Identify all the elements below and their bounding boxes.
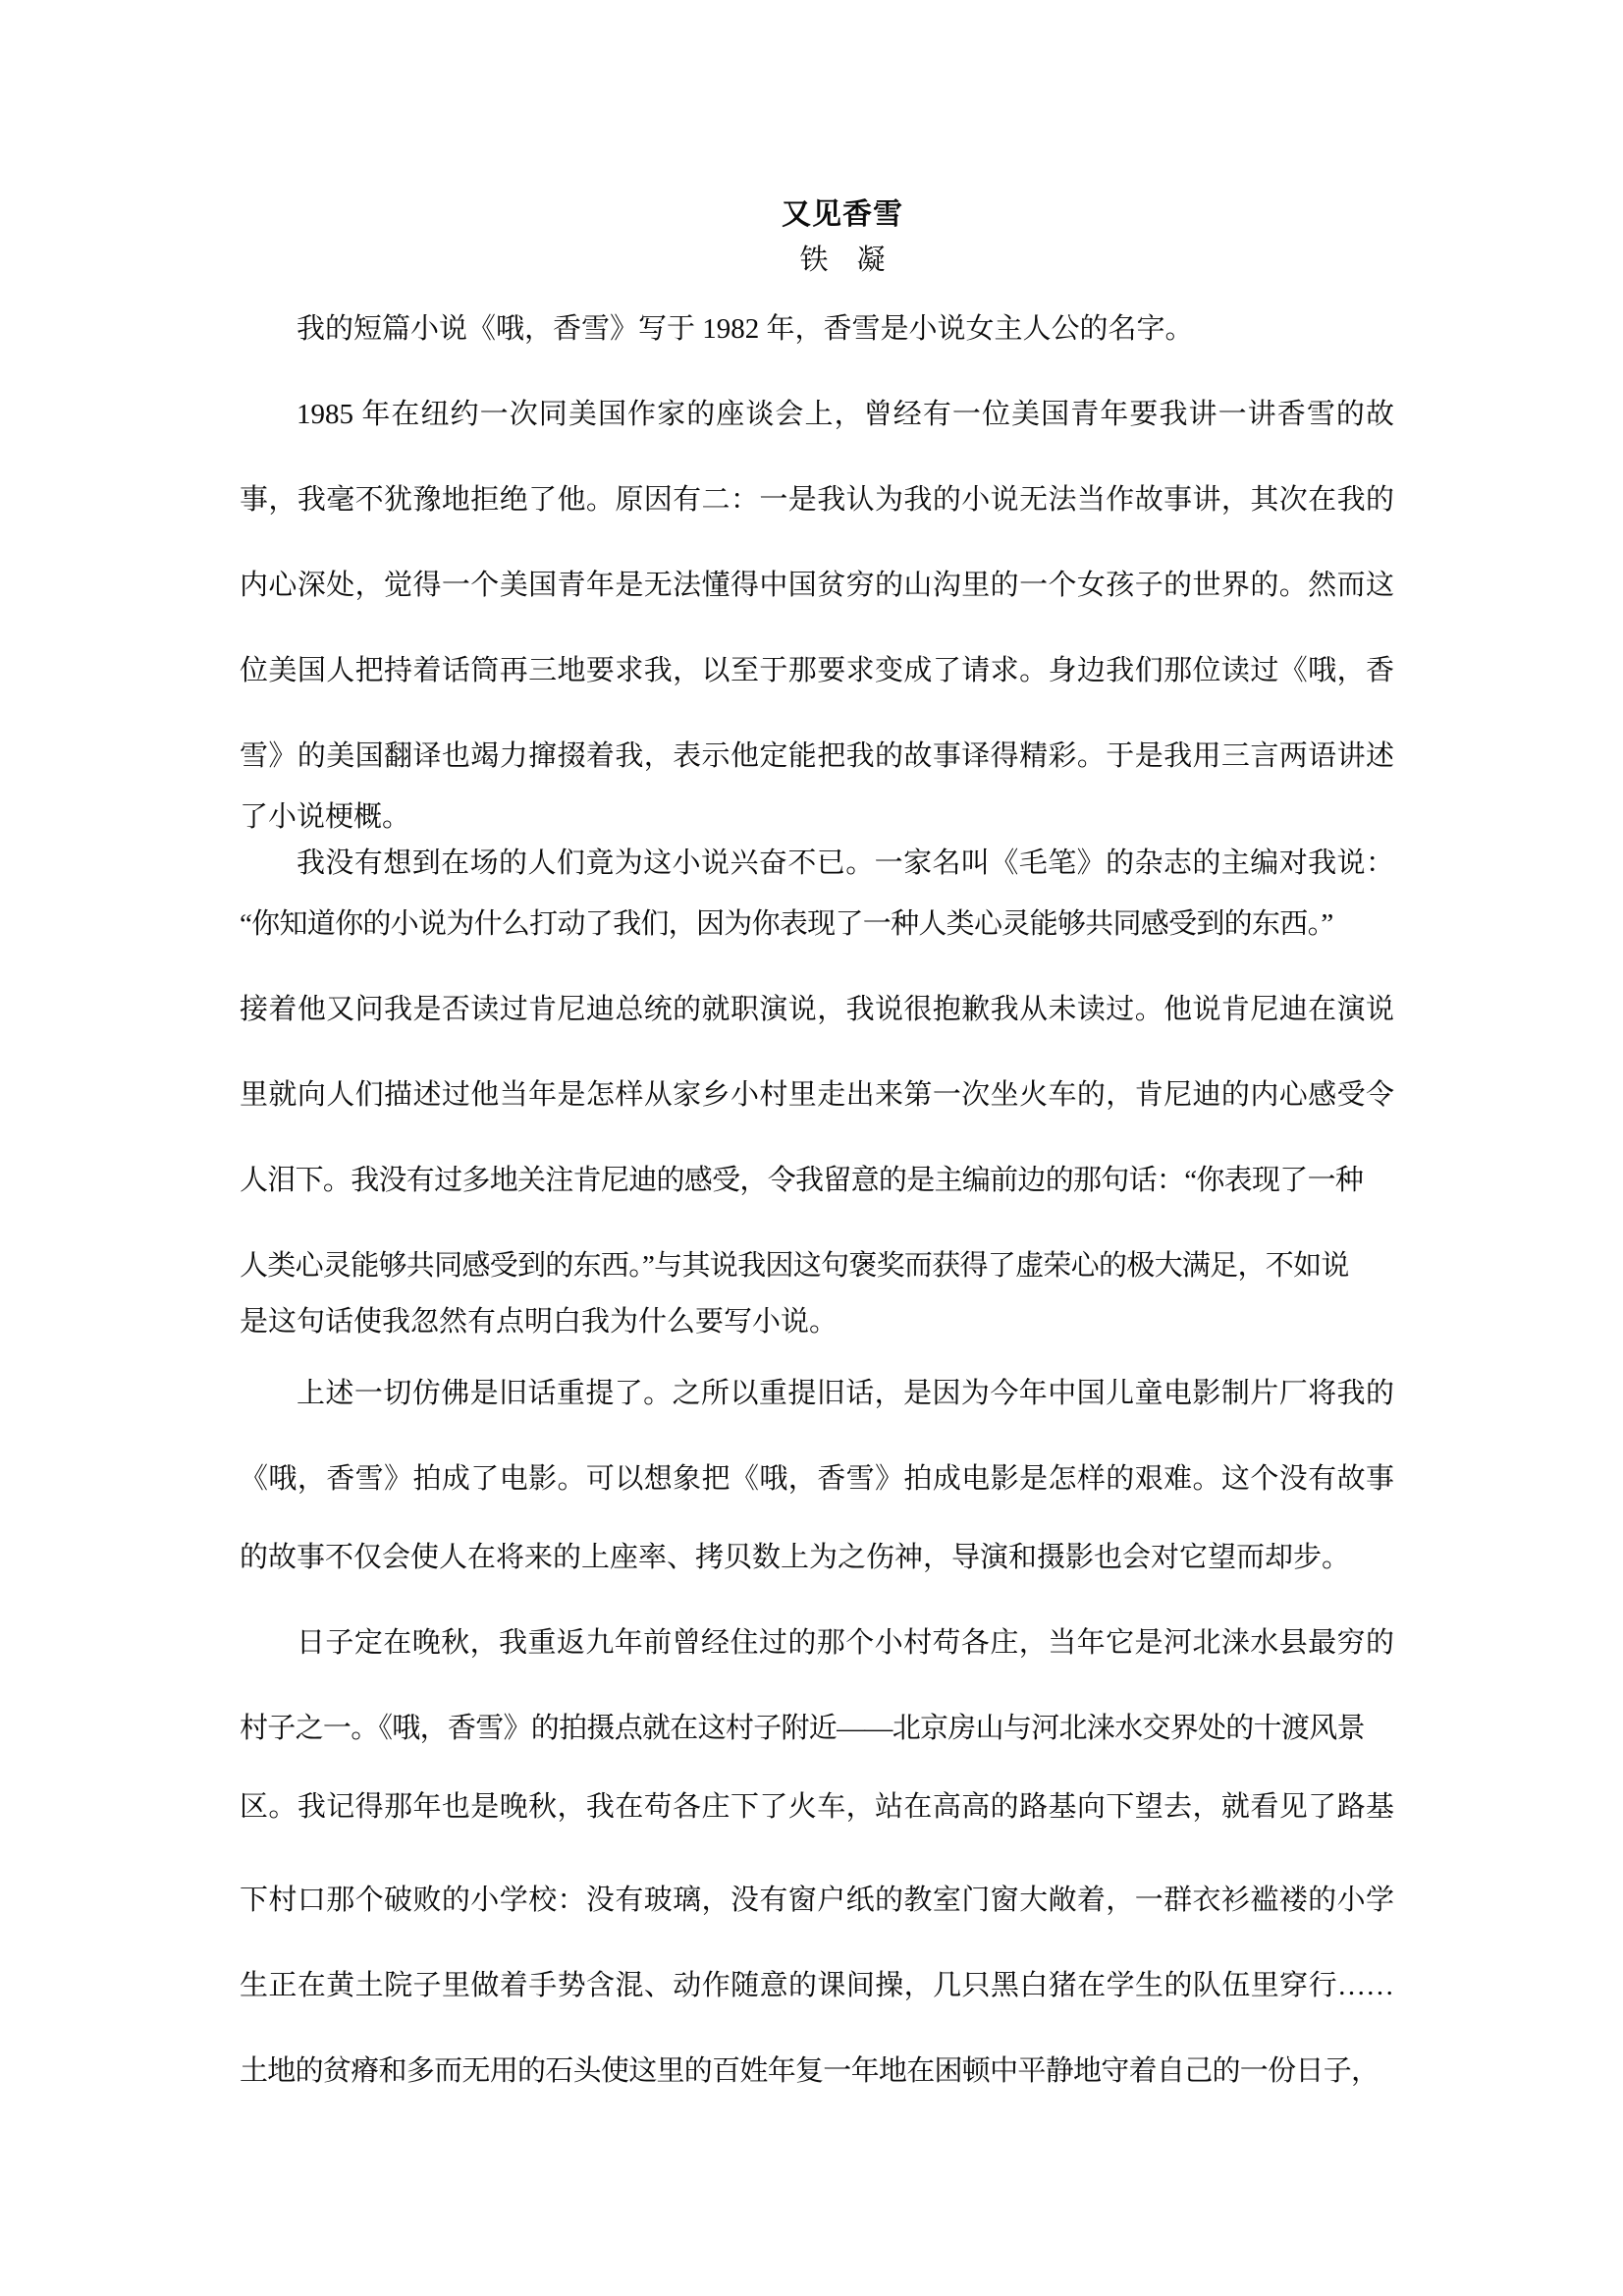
text-line: 内心深处，觉得一个美国青年是无法懂得中国贫穷的山沟里的一个女孩子的世界的。然而这 (240, 570, 1394, 601)
text-line: 人类心灵能够共同感受到的东西。”与其说我因这句褒奖而获得了虚荣心的极大满足，不如说 (240, 1250, 1349, 1282)
text-line: 下村口那个破败的小学校：没有玻璃，没有窗户纸的教室门窗大敞着，一群衣衫褴褛的小学 (240, 1885, 1394, 1916)
text-line: 1985 年在纽约一次同美国作家的座谈会上，曾经有一位美国青年要我讲一讲香雪的故 (297, 399, 1394, 430)
text-line: 是这句话使我忽然有点明白我为什么要写小说。 (240, 1306, 839, 1338)
doc-title: 又见香雪 (782, 198, 903, 231)
text-line: 我的短篇小说《哦，香雪》写于 1982 年，香雪是小说女主人公的名字。 (297, 313, 1194, 345)
text-line: 雪》的美国翻译也竭力撺掇着我，表示他定能把我的故事译得精彩。于是我用三言两语讲述 (240, 740, 1394, 772)
text-line: 土地的贫瘠和多而无用的石头使这里的百姓年复一年地在困顿中平静地守着自己的一份日子， (240, 2055, 1380, 2087)
text-line: 位美国人把持着话筒再三地要求我，以至于那要求变成了请求。身边我们那位读过《哦，香 (240, 655, 1394, 686)
text-line: “你知道你的小说为什么打动了我们，因为你表现了一种人类心灵能够共同感受到的东西。” (240, 908, 1333, 940)
text-line: 里就向人们描述过他当年是怎样从家乡小村里走出来第一次坐火车的，肯尼迪的内心感受令 (240, 1079, 1394, 1111)
text-line: 我没有想到在场的人们竟为这小说兴奋不已。一家名叫《毛笔》的杂志的主编对我说： (297, 847, 1394, 879)
text-line: 《哦，香雪》拍成了电影。可以想象把《哦，香雪》拍成电影是怎样的艰难。这个没有故事 (240, 1463, 1394, 1495)
text-line: 了小说梗概。 (240, 801, 411, 833)
text-line: 人泪下。我没有过多地关注肯尼迪的感受，令我留意的是主编前边的那句话：“你表现了一种 (240, 1165, 1364, 1196)
doc-author: 铁 凝 (799, 245, 886, 276)
text-line: 上述一切仿佛是旧话重提了。之所以重提旧话，是因为今年中国儿童电影制片厂将我的 (297, 1378, 1394, 1409)
text-line: 事，我毫不犹豫地拒绝了他。原因有二：一是我认为我的小说无法当作故事讲，其次在我的 (240, 484, 1394, 516)
text-block (240, 0, 1394, 2086)
text-line: 日子定在晚秋，我重返九年前曾经住过的那个小村苟各庄，当年它是河北涞水县最穷的 (297, 1627, 1394, 1659)
text-line: 的故事不仅会使人在将来的上座率、拷贝数上为之伤神，导演和摄影也会对它望而却步。 (240, 1542, 1351, 1573)
text-line: 村子之一。《哦，香雪》的拍摄点就在这村子附近——北京房山与河北涞水交界处的十渡风景 (240, 1713, 1365, 1744)
text-line: 生正在黄土院子里做着手势含混、动作随意的课间操，几只黑白猪在学生的队伍里穿行…… (240, 1970, 1394, 2001)
text-line: 区。我记得那年也是晚秋，我在苟各庄下了火车，站在高高的路基向下望去，就看见了路基 (240, 1791, 1394, 1823)
text-line: 接着他又问我是否读过肯尼迪总统的就职演说，我说很抱歉我从未读过。他说肯尼迪在演说 (240, 994, 1394, 1025)
